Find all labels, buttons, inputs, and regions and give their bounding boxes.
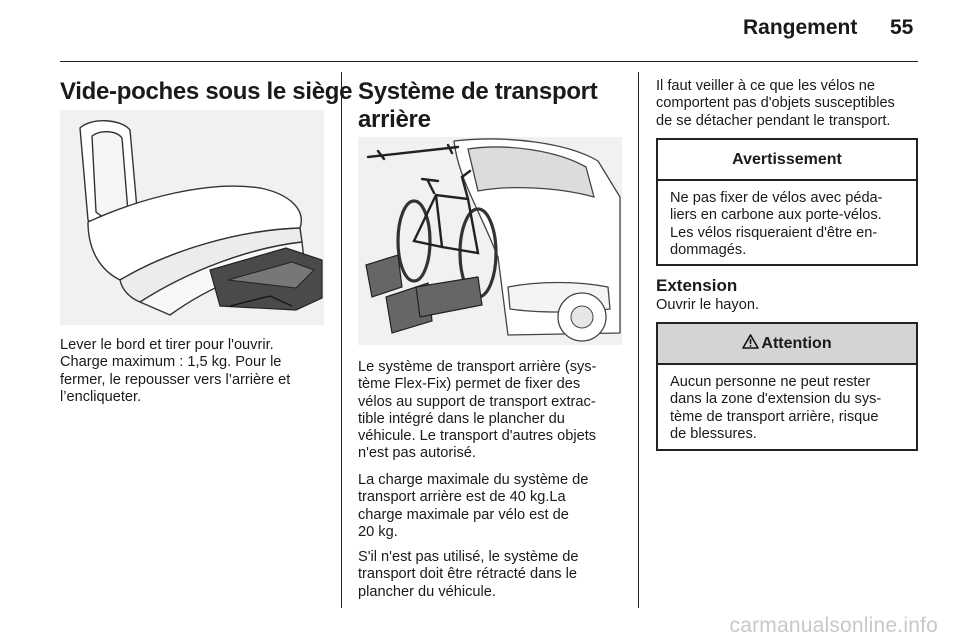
text-line: Il faut veiller à ce que les vélos ne (656, 78, 876, 94)
text-line: S'il n'est pas utilisé, le système de (358, 549, 579, 565)
text-line: Charge maximum : 1,5 kg. Pour le (60, 354, 282, 371)
text-line: de blessures. (670, 425, 757, 442)
text-line: 20 kg. (358, 523, 398, 540)
attention-notice-box (656, 322, 918, 451)
carrier-retract-text (358, 549, 579, 601)
heading-extension: Extension (656, 276, 738, 295)
column-divider (341, 72, 342, 608)
attention-notice-header (658, 324, 916, 365)
carrier-load-text (358, 472, 588, 541)
attention-notice-body (658, 365, 916, 443)
text-line: de se détacher pendant le transport. (656, 112, 891, 129)
text-line: Le système de transport arrière (sys- (358, 359, 597, 375)
text-line: La charge maximale du système de (358, 472, 589, 488)
text-line: dommagés. (670, 241, 747, 258)
page-number: 55 (890, 16, 914, 39)
attention-notice-title: Attention (761, 334, 832, 352)
underseat-storage-text (60, 337, 290, 406)
text-line: n'est pas autorisé. (358, 445, 476, 462)
text-line: tème Flex-Fix) permet de fixer des (358, 376, 581, 393)
seat-drawer-figure (60, 110, 324, 325)
warning-notice-box (656, 138, 918, 266)
text-line: Ne pas fixer de vélos avec péda- (670, 190, 883, 206)
text-line: véhicule. Le transport d'autres objets (358, 428, 597, 445)
text-line: l’encliqueter. (60, 388, 142, 405)
heading-underseat-storage: Vide-poches sous le siège (60, 78, 353, 105)
carrier-intro-text (656, 78, 895, 130)
carrier-description-text (358, 359, 596, 463)
text-line: Les vélos risqueraient d'être en- (670, 224, 878, 241)
text-line: dans la zone d'extension du sys- (670, 391, 882, 408)
column-divider (638, 72, 639, 608)
text-line: Aucun personne ne peut rester (670, 374, 871, 390)
warning-notice-title: Avertissement (658, 140, 916, 181)
text-line: charge maximale par vélo est de (358, 506, 569, 523)
warning-triangle-icon (742, 334, 759, 354)
text-line: plancher du véhicule. (358, 583, 496, 600)
section-title: Rangement (743, 16, 858, 39)
heading-rear-carrier (358, 78, 597, 134)
text-line: fermer, le repousser vers l’arrière et (60, 371, 291, 388)
text-line: transport doit être rétracté dans le (358, 566, 578, 583)
text-line: comportent pas d'objets susceptibles (656, 95, 895, 112)
text-line: tible intégré dans le plancher du (358, 410, 565, 427)
watermark: carmanualsonline.info (729, 614, 938, 637)
bike-carrier-figure (358, 137, 622, 345)
warning-notice-body (658, 181, 916, 259)
page-header (0, 0, 960, 62)
text-line: Lever le bord et tirer pour l'ouvrir. (60, 337, 274, 353)
text-line: tème de transport arrière, risque (670, 408, 879, 425)
extension-text: Ouvrir le hayon. (656, 297, 760, 313)
text-line: vélos au support de transport extrac- (358, 393, 596, 410)
text-line: liers en carbone aux porte-vélos. (670, 207, 882, 224)
header-rule (60, 61, 918, 62)
heading-line: arrière (358, 106, 431, 133)
text-line: transport arrière est de 40 kg.La (358, 489, 566, 506)
heading-line: Système de transport (358, 78, 598, 105)
